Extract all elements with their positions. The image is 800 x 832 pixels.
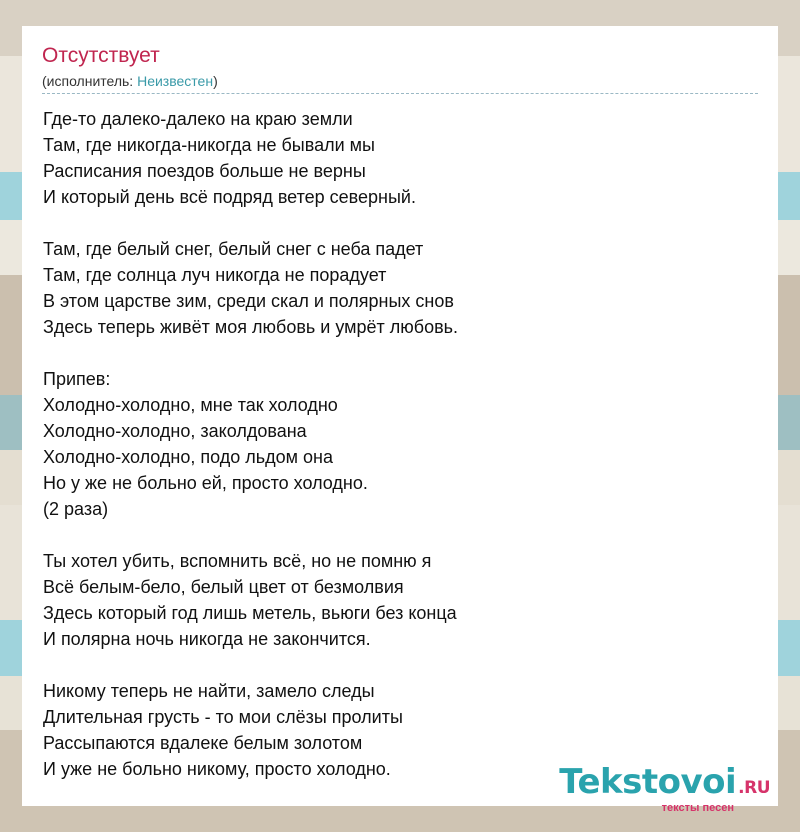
lyrics-line: Длительная грусть - то мои слёзы пролиты xyxy=(43,707,403,727)
lyrics-blank-line xyxy=(43,522,458,548)
lyrics-line: И полярна ночь никогда не закончится. xyxy=(43,629,371,649)
lyrics-text xyxy=(43,106,458,782)
lyrics-line: Где-то далеко-далеко на краю земли xyxy=(43,109,353,129)
song-title: Отсутствует xyxy=(42,44,160,67)
lyrics-line: Здесь теперь живёт моя любовь и умрёт любовь. xyxy=(43,317,459,337)
title-divider xyxy=(42,93,758,94)
lyrics-line: Здесь который год лишь метель, вьюги без конца xyxy=(43,603,457,623)
artist-line xyxy=(42,73,218,89)
lyrics-line: Припев: xyxy=(43,369,111,389)
lyrics-blank-line xyxy=(43,210,458,236)
lyrics-line: Всё белым-бело, белый цвет от безмолвия xyxy=(43,577,404,597)
site-logo[interactable] xyxy=(559,764,770,814)
lyrics-line: Холодно-холодно, подо льдом она xyxy=(43,447,333,467)
lyrics-line: Расписания поездов больше не верны xyxy=(43,161,366,181)
lyrics-line: И уже не больно никому, просто холодно. xyxy=(43,759,391,779)
lyrics-line: И который день всё подряд ветер северный. xyxy=(43,187,416,207)
lyrics-line: Холодно-холодно, мне так холодно xyxy=(43,395,338,415)
artist-prefix: (исполнитель: xyxy=(42,73,138,89)
lyrics-line: Ты хотел убить, вспомнить всё, но не помню я xyxy=(43,551,432,571)
logo-tld: .RU xyxy=(738,778,770,798)
lyrics-line: Там, где солнца луч никогда не порадует xyxy=(43,265,387,285)
lyrics-line: Рассыпаются вдалеке белым золотом xyxy=(43,733,363,753)
artist-suffix: ) xyxy=(213,73,218,89)
lyrics-blank-line xyxy=(43,340,458,366)
logo-wordmark xyxy=(559,764,770,806)
lyrics-line: Никому теперь не найти, замело следы xyxy=(43,681,375,701)
logo-tagline: тексты песен xyxy=(661,802,734,814)
lyrics-line: Там, где никогда-никогда не бывали мы xyxy=(43,135,375,155)
lyrics-line: Там, где белый снег, белый снег с неба падет xyxy=(43,239,424,259)
lyrics-line: (2 раза) xyxy=(43,499,109,519)
lyrics-line: В этом царстве зим, среди скал и полярных снов xyxy=(43,291,454,311)
artist-link[interactable]: Неизвестен xyxy=(137,73,214,89)
lyrics-blank-line xyxy=(43,652,458,678)
lyrics-line: Но у же не больно ей, просто холодно. xyxy=(43,473,368,493)
logo-main-text: Tekstovoi xyxy=(559,762,737,802)
lyrics-line: Холодно-холодно, заколдована xyxy=(43,421,307,441)
lyrics-card xyxy=(22,26,778,806)
